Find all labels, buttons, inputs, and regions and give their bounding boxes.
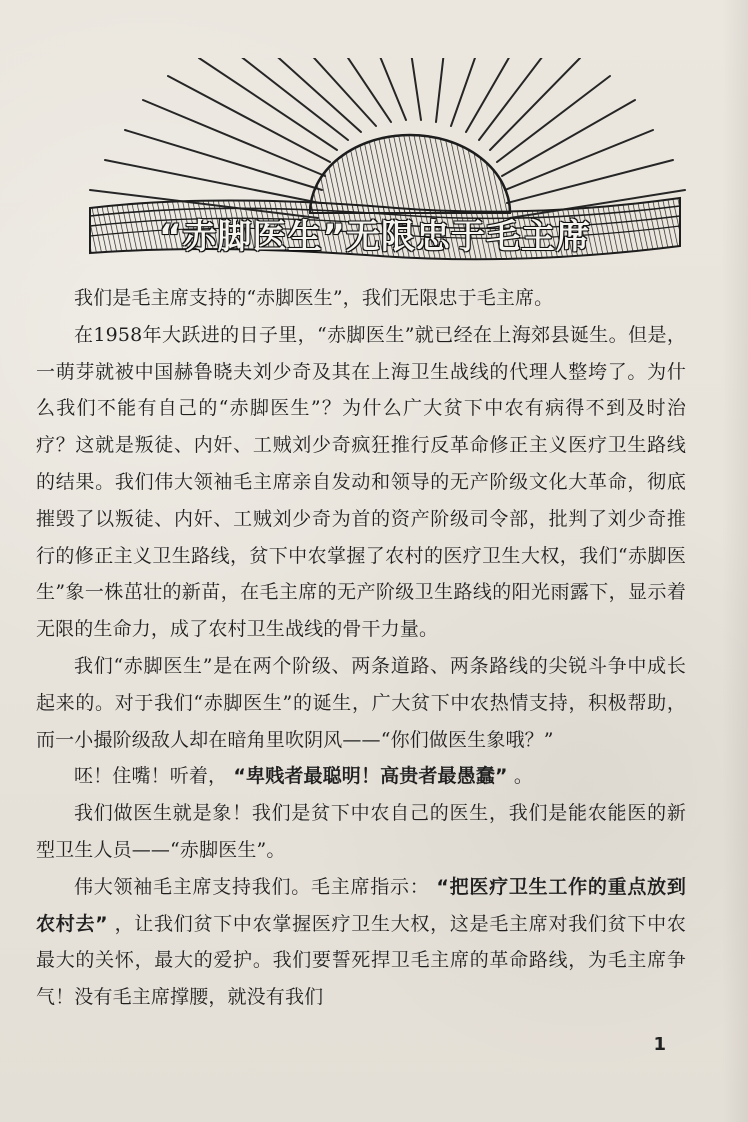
paragraph-4-part-1: 呸！住嘴！听着，: [74, 765, 228, 788]
paragraph-1: [36, 280, 686, 317]
sunrise-header-illustration: [70, 58, 690, 278]
page-edge-shadow: [722, 0, 748, 1122]
paragraph-2-text: 在1958年大跃进的日子里，“赤脚医生”就已经在上海郊县诞生。但是，一萌芽就被中国赫鲁晓夫刘少奇及其在上海卫生战线的代理人整垮了。为什么我们不能有自己的“赤脚医生”？为什么广大贫下中农有病得不到及时治疗？这就是叛徒、内奸、工贼刘少奇疯狂推行反革命修正主义医疗卫生路线的结果。我们伟大领袖毛主席亲自发动和领导的无产阶级文化大革命，彻底摧毁了以叛徒、内奸、工贼刘少奇为首的资产阶级司令部，批判了刘少奇推行的修正主义卫生路线，贫下中农掌握了农村的医疗卫生大权，我们“赤脚医生”象一株茁壮的新苗，在毛主席的无产阶级卫生路线的阳光雨露下，显示着无限的生命力，成了农村卫生战线的骨干力量。: [36, 323, 686, 641]
paragraph-4: [36, 758, 686, 795]
landscape-band-icon: [90, 198, 680, 259]
paragraph-2: [36, 317, 686, 648]
page-number: 1: [653, 1034, 666, 1055]
paragraph-4-quote: “卑贱者最聪明！高贵者最愚蠢”: [233, 765, 508, 788]
paragraph-5-text: 我们做医生就是象！我们是贫下中农自己的医生，我们是能农能医的新型卫生人员——“赤脚医生”。: [36, 802, 686, 861]
paragraph-3: [36, 648, 686, 758]
paragraph-6-part-2: ，让我们贫下中农掌握医疗卫生大权，这是毛主席对我们贫下中农最大的关怀，最大的爱护。我们要誓死捍卫毛主席的革命路线，为毛主席争气！没有毛主席撑腰，就没有我们: [36, 912, 686, 1009]
paragraph-5: [36, 795, 686, 869]
paragraph-6-part-1: 伟大领袖毛主席支持我们。毛主席指示：: [74, 875, 430, 898]
paragraph-6: [36, 869, 686, 1016]
body-text: [36, 280, 686, 1016]
page-title: “赤脚医生”无限忠于毛主席: [159, 216, 591, 257]
paragraph-3-text: 我们“赤脚医生”是在两个阶级、两条道路、两条路线的尖锐斗争中成长起来的。对于我们“赤脚医生”的诞生，广大贫下中农热情支持，积极帮助，而一小撮阶级敌人却在暗角里吹阴风——“你们做医生象哦？”: [36, 654, 686, 751]
paragraph-4-part-2: 。: [513, 765, 533, 788]
paragraph-6-quote: “把医疗卫生工作的重点放到农村去”: [36, 875, 686, 935]
rising-sun-icon: [310, 135, 510, 213]
paragraph-1-text: 我们是毛主席支持的“赤脚医生”，我们无限忠于毛主席。: [74, 287, 554, 309]
